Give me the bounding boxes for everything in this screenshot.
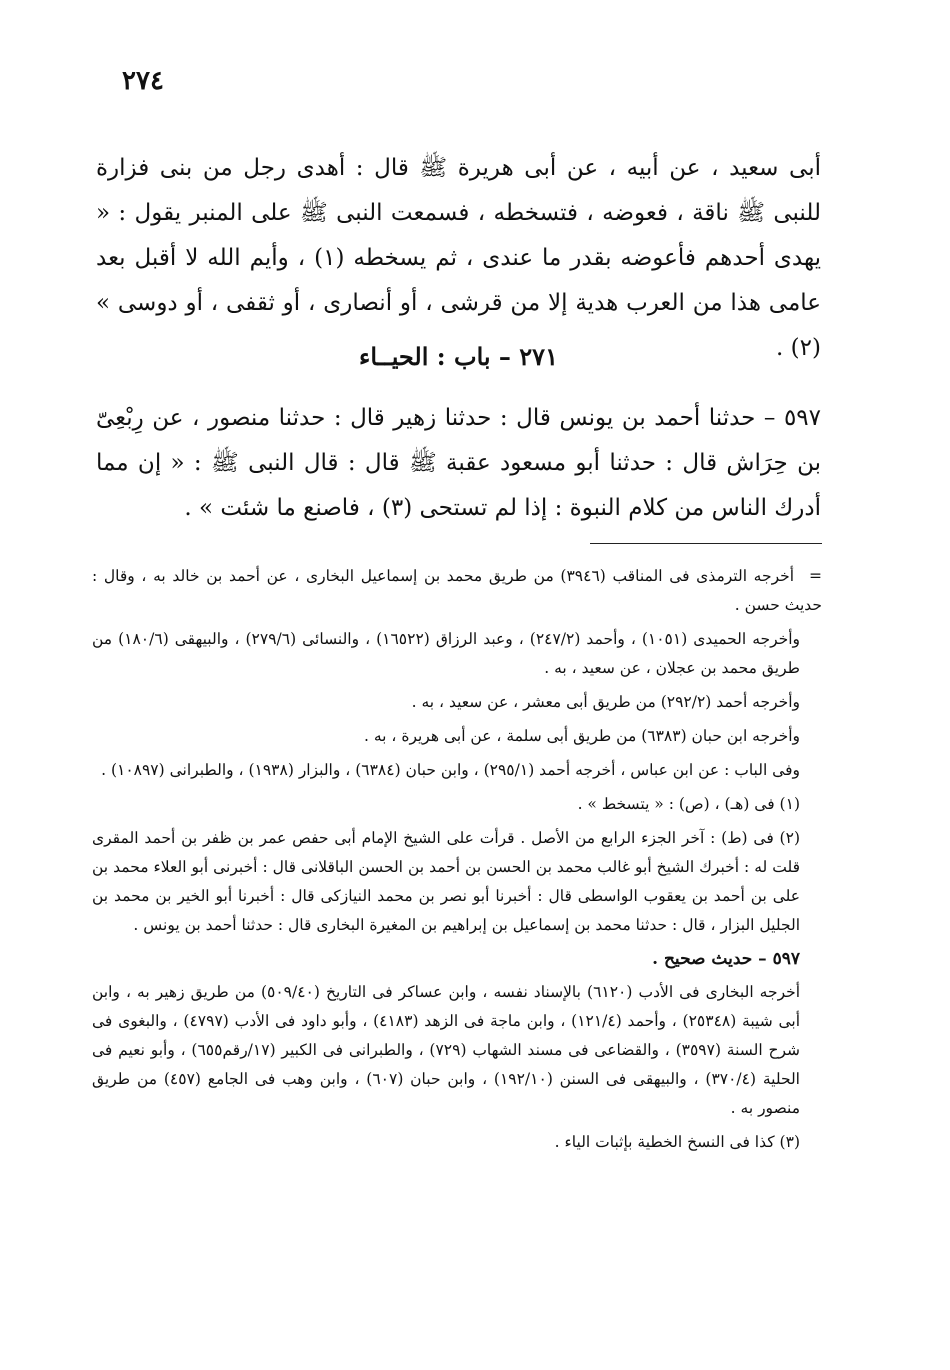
footnote-597-heading: ٥٩٧ – حديث صحيح .	[652, 949, 800, 969]
footnote-tirmidhi	[92, 562, 822, 620]
footnote-1: (١) فى (هـ) ، (ص) : « يتسخط » .	[577, 795, 800, 813]
hadith-597: ٥٩٧ – حدثنا أحمد بن يونس قال : حدثنا زهير قال : حدثنا منصور ، عن رِبْعِىّ بن حِرَاش قال : حدثنا أبو مسعود عقبة ﷺ قال : قال النبى ﷺ : « إن مما أدرك الناس من كلام النبوة : إذا لم تستحى (٣) ، فاصنع ما شئت » .	[96, 405, 821, 521]
footnote-ibn-hibban: وأخرجه ابن حبان (٦٣٨٣) من طريق أبى سلمة ، عن أبى هريرة ، به .	[363, 727, 800, 745]
chapter-heading: ٢٧١ – باب : الحيــاء	[359, 342, 558, 371]
footnote-divider	[590, 543, 822, 544]
footnotes	[92, 562, 822, 1162]
footnote-597-takhrij: أخرجه البخارى فى الأدب (٦١٢٠) بالإسناد نفسه ، وابن عساكر فى التاريخ (٥٠٩/٤٠) من طريق زهير به ، وابن أبى شيبة (٢٥٣٤٨) ، وأحمد (١٢١/٤) ، وابن ماجة فى الزهد (٤١٨٣) ، وأبو داود فى الأدب (٤٧٩٧) ، والبغوى فى شرح السنة (٣٥٩٧) ، والقضاعى فى مسند الشهاب (٧٢٩) ، والطبرانى فى الكبير (١٧/رقم٦٥٥) ، وأبو نعيم فى الحلية (٣٧٠/٤) ، والبيهقى فى السنن (١٩٢/١٠) ، وابن حبان (٦٠٧) ، وابن وهب فى الجامع (٤٥٧) من طريق منصور به .	[92, 983, 801, 1117]
footnote-humaydi: وأخرجه الحميدى (١٠٥١) ، وأحمد (٢٤٧/٢) ، وعبد الرزاق (١٦٥٢٢) ، والنسائى (٢٧٩/٦) ، والبيهقى (١٨٠/٦) من طريق محمد بن عجلان ، عن سعيد ، به .	[92, 630, 801, 677]
footnote-3: (٣) كذا فى النسخ الخطية بإثبات الياء .	[554, 1133, 800, 1151]
footnote-2: (٢) فى (ط) : آخر الجزء الرابع من الأصل . قرأت على الشيخ الإمام أبى حفص عمر بن ظفر بن أحمد المقرى قلت له : أخبرك الشيخ أبو غالب محمد بن الحسن بن أحمد بن الحسن الباقلانى قال : أخبرنى أبو العلاء محمد بن على بن أحمد بن يعقوب الواسطى قال : أخبرنا أبو نصر بن محمد النيازكى قال : أخبرنا أبو الخير بن محمد بن الجليل البزار ، قال : حدثنا محمد بن إسماعيل بن إبراهيم بن المغيرة البخارى قال : حدثنا أحمد بن يونس .	[92, 829, 800, 934]
main-paragraph: أبى سعيد ، عن أبيه ، عن أبى هريرة ﷺ قال : أهدى رجل من بنى فزارة للنبى ﷺ ناقة ، فعوضه ، فتسخطه ، فسمعت النبى ﷺ على المنبر يقول : « يهدى أحدهم فأعوضه بقدر ما عندى ، ثم يسخطه (١) ، وأيم الله لا أقبل بعد عامى هذا من العرب هدية إلا من قرشى ، أو أنصارى ، أو ثقفى ، أو دوسى » (٢) .	[96, 155, 821, 361]
footnote-ahmad: وأخرجه أحمد (٢٩٢/٢) من طريق أبى معشر ، عن سعيد ، به .	[411, 693, 800, 711]
page-number: ٢٧٤	[122, 66, 164, 96]
footnote-text: أخرجه الترمذى فى المناقب (٣٩٤٦) من طريق محمد بن إسماعيل البخارى ، عن أحمد بن خالد به ، وقال : حديث حسن .	[92, 567, 822, 614]
footnote-fil-bab: وفى الباب : عن ابن عباس ، أخرجه أحمد (٢٩٥/١) ، وابن حبان (٦٣٨٤) ، والبزار (١٩٣٨) ، والطبرانى (١٠٨٩٧) .	[101, 761, 800, 779]
main-text-continuation	[96, 146, 821, 371]
continuation-marker: =	[809, 567, 823, 585]
